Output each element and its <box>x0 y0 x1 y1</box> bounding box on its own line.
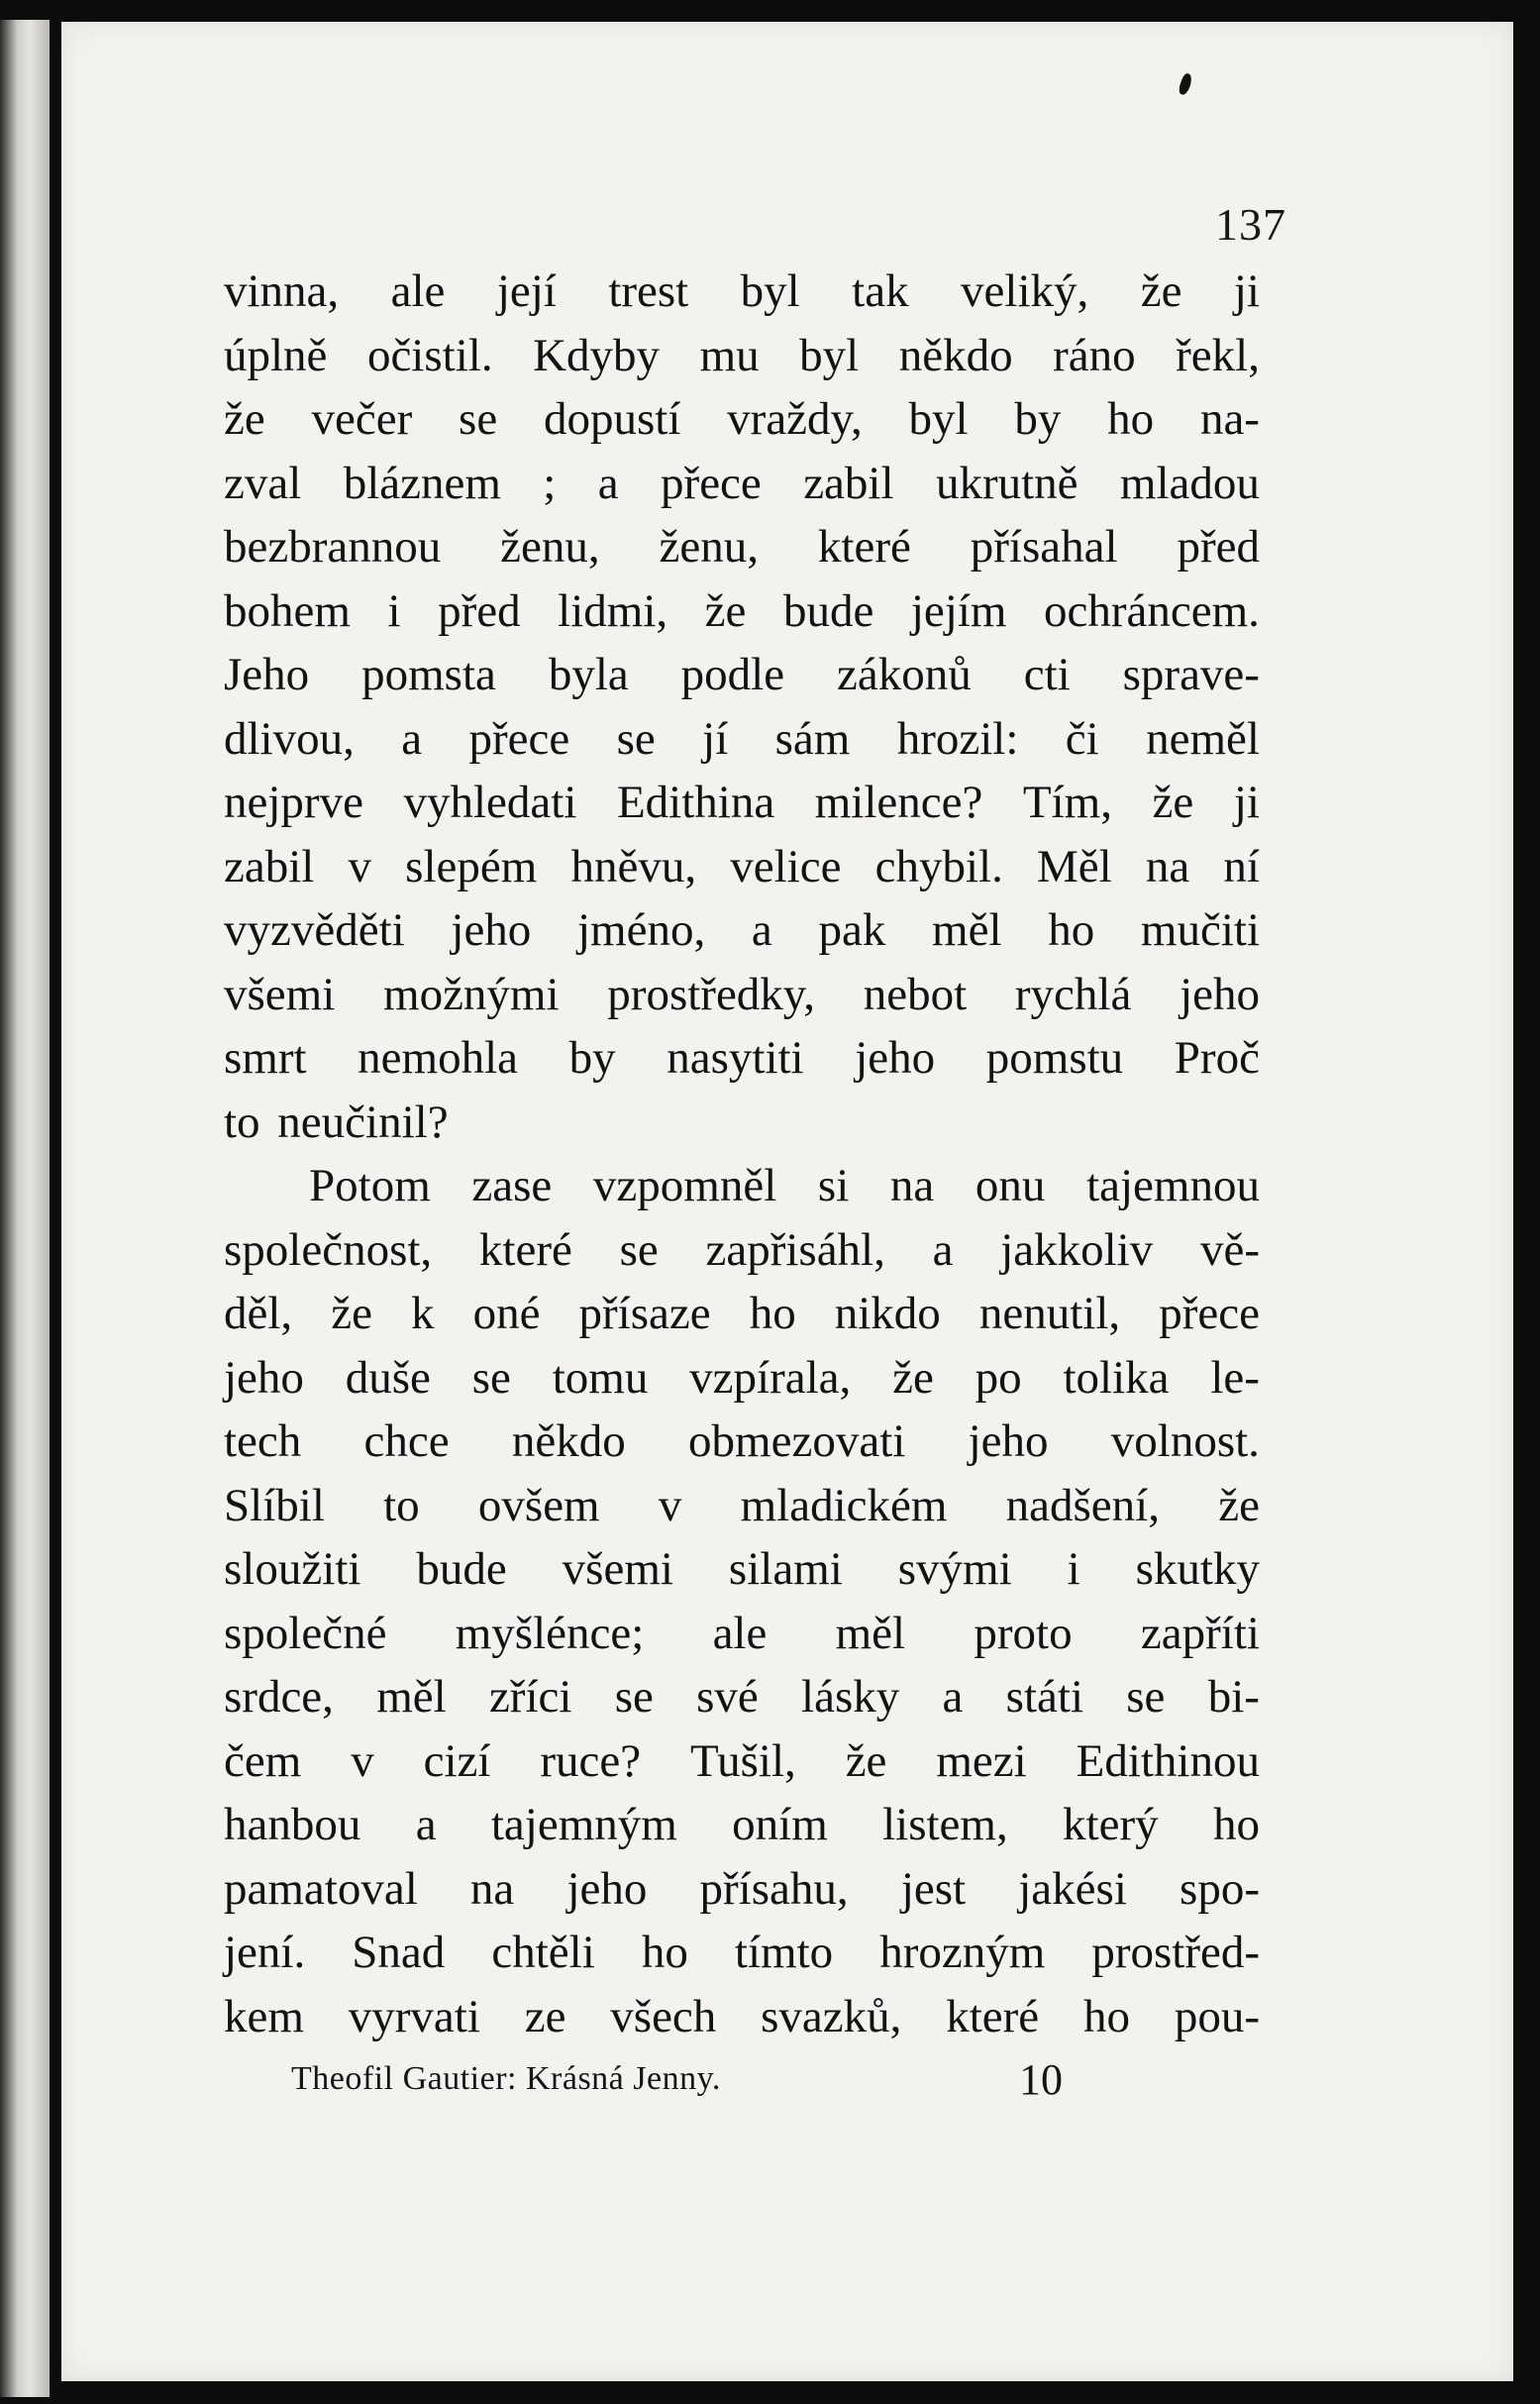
word: jeho <box>968 1415 1049 1467</box>
word: jakkoliv <box>1000 1223 1154 1276</box>
word: hrozil: <box>896 712 1019 765</box>
word: neměl <box>1146 712 1260 765</box>
word: někdo <box>511 1415 626 1467</box>
word: ho <box>1107 393 1155 445</box>
word: někdo <box>898 329 1013 381</box>
word: přece <box>661 457 762 509</box>
word: na- <box>1199 393 1260 445</box>
text-line <box>224 1026 1260 1091</box>
word: jí <box>702 712 729 765</box>
word: ovšem <box>477 1479 600 1531</box>
word: mu <box>699 329 760 381</box>
word: a <box>751 904 772 956</box>
word: že <box>845 1734 887 1787</box>
word: tech <box>224 1415 302 1467</box>
word: který <box>1063 1799 1159 1850</box>
word: úplně <box>224 329 328 381</box>
word: rychlá <box>1014 968 1132 1020</box>
word: zabil <box>803 457 894 509</box>
word: se <box>459 393 498 445</box>
ink-speck <box>1178 72 1194 96</box>
text-line <box>224 579 1260 644</box>
word: měl <box>932 904 1002 956</box>
word: by <box>1014 393 1062 445</box>
word: byl <box>908 393 969 445</box>
word: přísahal <box>970 521 1118 573</box>
word: spo- <box>1180 1862 1260 1915</box>
word: že <box>1218 1479 1260 1531</box>
word: večer <box>311 393 413 445</box>
text-line <box>224 963 1260 1027</box>
word: hrozným <box>879 1927 1046 1978</box>
text-line <box>224 707 1260 772</box>
word: se <box>1126 1671 1166 1723</box>
word: tajemnou <box>1086 1160 1260 1211</box>
word: pou- <box>1174 1990 1260 2042</box>
word: smrt <box>224 1032 307 1084</box>
word: bi- <box>1207 1671 1260 1723</box>
text-line <box>224 1346 1260 1411</box>
signature-title: Theofil Gautier: Krásná Jenny. <box>291 2060 721 2097</box>
word: a <box>401 712 423 765</box>
text-line <box>224 1985 1260 2049</box>
word: že <box>224 393 265 445</box>
word: proto <box>974 1607 1073 1659</box>
word: lidmi, <box>558 584 668 637</box>
text-line <box>224 1665 1260 1729</box>
word: bude <box>416 1543 507 1595</box>
word: po <box>975 1351 1022 1404</box>
text-line-paragraph-end: to neučinil? <box>224 1096 449 1148</box>
word: jeho <box>1180 968 1260 1020</box>
word: že <box>892 1351 934 1404</box>
word: kem <box>224 1990 304 2042</box>
word: tímto <box>734 1927 834 1978</box>
word: byla <box>548 649 629 700</box>
word: jeho <box>224 1351 304 1404</box>
word: cizí <box>423 1734 491 1787</box>
word: byl <box>740 265 800 317</box>
word: nenutil, <box>978 1288 1121 1339</box>
word: nejprve <box>224 777 363 828</box>
word: zapřisáhl, <box>705 1223 885 1276</box>
word: slepém <box>405 840 538 892</box>
word: zákonů <box>837 649 972 700</box>
word: či <box>1065 712 1099 765</box>
word: ho <box>749 1288 796 1339</box>
word: prostřed- <box>1091 1927 1260 1978</box>
word: děl, <box>224 1288 293 1339</box>
printer-signature <box>291 2055 1083 2104</box>
word: v <box>351 1734 374 1787</box>
word: její <box>496 265 557 317</box>
word: vyzvěděti <box>224 904 405 956</box>
word: ji <box>1233 777 1260 828</box>
word: společné <box>224 1607 387 1659</box>
word: ráno <box>1053 329 1136 381</box>
word: ochráncem. <box>1044 584 1260 637</box>
word: bezbrannou <box>224 521 442 573</box>
text-line <box>224 452 1260 516</box>
text-line <box>224 1921 1260 1985</box>
word: chybil. <box>874 840 1003 892</box>
word: nikdo <box>834 1288 941 1339</box>
word: ho <box>641 1927 688 1978</box>
word: před <box>1177 521 1260 573</box>
word: měl <box>376 1671 447 1723</box>
word: že <box>1140 265 1182 317</box>
word: nebot <box>863 968 968 1020</box>
text-line <box>224 1537 1260 1602</box>
word: myšlénce; <box>455 1607 645 1659</box>
word: milence? <box>814 777 983 828</box>
word: které <box>478 1223 572 1276</box>
word: by <box>568 1032 616 1084</box>
word: státi <box>1005 1671 1083 1723</box>
word: jeho <box>855 1032 936 1084</box>
word: onu <box>975 1160 1046 1211</box>
word: svazků, <box>761 1990 902 2042</box>
word: jméno, <box>577 904 706 956</box>
text-line <box>224 1729 1260 1794</box>
word: Tím, <box>1022 777 1112 828</box>
word: bohem <box>224 584 351 637</box>
text-line <box>224 1857 1260 1922</box>
word: Potom <box>309 1160 431 1211</box>
text-line <box>224 643 1260 707</box>
word: nemohla <box>358 1032 519 1084</box>
word: přísahu, <box>699 1862 849 1915</box>
word: zabil <box>224 840 315 892</box>
word: hněvu, <box>570 840 697 892</box>
word: i <box>387 584 401 637</box>
word: Snad <box>352 1927 446 1978</box>
text-line <box>224 1410 1260 1474</box>
word: dopustí <box>543 393 681 445</box>
word: zříci <box>488 1671 572 1723</box>
word: přece <box>468 712 570 765</box>
word: Slíbil <box>224 1479 325 1531</box>
word: ruce? <box>540 1734 642 1787</box>
word: zval <box>224 457 302 509</box>
text-line <box>224 324 1260 388</box>
word: na <box>889 1160 935 1211</box>
word: ho <box>1212 1799 1260 1850</box>
text-line <box>224 898 1260 963</box>
word: všemi <box>562 1543 673 1595</box>
word: vraždy, <box>727 393 863 445</box>
word: ženu, <box>659 521 760 573</box>
word: jeho <box>566 1862 648 1915</box>
word: jení. <box>224 1927 306 1978</box>
word: očistil. <box>366 329 493 381</box>
word: vě- <box>1199 1223 1260 1276</box>
word: čem <box>224 1734 302 1787</box>
word: a <box>942 1671 964 1723</box>
text-line <box>224 260 1260 324</box>
word: Proč <box>1174 1032 1260 1084</box>
word: pomstu <box>985 1032 1124 1084</box>
word: velice <box>730 840 842 892</box>
word: bláznem <box>343 457 501 509</box>
word: nasytiti <box>667 1032 804 1084</box>
word: cti <box>1023 649 1071 700</box>
word: že <box>331 1288 372 1339</box>
word: ale <box>712 1607 768 1659</box>
word: chtěli <box>491 1927 595 1978</box>
word: přece <box>1159 1288 1260 1339</box>
word: tajemným <box>490 1799 677 1850</box>
word: veliký, <box>961 265 1089 317</box>
word: oné <box>472 1288 541 1339</box>
word: listem, <box>882 1799 1008 1850</box>
word: se <box>471 1351 511 1404</box>
text-line <box>224 1474 1260 1538</box>
word: oním <box>732 1799 828 1850</box>
word: možnými <box>383 968 560 1020</box>
word: si <box>817 1160 850 1211</box>
word: všech <box>610 1990 717 2042</box>
word: jest <box>900 1862 967 1915</box>
word: ; <box>543 457 557 509</box>
word: jakési <box>1018 1862 1127 1915</box>
page-number: 137 <box>1215 199 1286 250</box>
word: Tušil, <box>690 1734 796 1787</box>
word: v <box>348 840 371 892</box>
word: sprave- <box>1122 649 1260 700</box>
word: ní <box>1223 840 1260 892</box>
word: ze <box>524 1990 566 2042</box>
word: mučiti <box>1140 904 1260 956</box>
word: řekl, <box>1176 329 1260 381</box>
book-spine <box>0 20 50 2397</box>
word: lásky <box>801 1671 900 1723</box>
word: vzpírala, <box>689 1351 852 1404</box>
word: tak <box>852 265 909 317</box>
word: přísaze <box>578 1288 711 1339</box>
text-line <box>224 387 1260 452</box>
word: srdce, <box>224 1671 334 1723</box>
word: bude <box>782 584 874 637</box>
word: to <box>383 1479 420 1531</box>
signature-sheet-number: 10 <box>1019 2055 1063 2104</box>
word: se <box>619 1223 659 1276</box>
word: na <box>1145 840 1190 892</box>
word: le- <box>1210 1351 1260 1404</box>
word: vinna, <box>224 265 340 317</box>
word: vyrvati <box>348 1990 480 2042</box>
word: vyhledati <box>403 777 577 828</box>
word: ho <box>1048 904 1095 956</box>
text-line-paragraph-start <box>224 1154 1260 1218</box>
word: zase <box>471 1160 553 1211</box>
text-line <box>224 1602 1260 1666</box>
word: které <box>946 1990 1040 2042</box>
word: Měl <box>1036 840 1112 892</box>
word: nadšení, <box>1005 1479 1160 1531</box>
text-line <box>224 1793 1260 1857</box>
word: že <box>1152 777 1194 828</box>
word: své <box>696 1671 759 1723</box>
word: sloužiti <box>224 1543 361 1595</box>
word: i <box>1067 1543 1080 1595</box>
word: skutky <box>1135 1543 1260 1595</box>
word: obmezovati <box>688 1415 906 1467</box>
word: ji <box>1233 265 1260 317</box>
word: pamatoval <box>224 1862 418 1915</box>
word: se <box>616 712 656 765</box>
word: mladickém <box>740 1479 948 1531</box>
word: hanbou <box>224 1799 361 1850</box>
word: Kdyby <box>533 329 661 381</box>
word: trest <box>608 265 689 317</box>
word: na <box>469 1862 515 1915</box>
word: chce <box>363 1415 450 1467</box>
word: Edithinou <box>1076 1734 1260 1787</box>
word: Jeho <box>224 649 310 700</box>
word: v <box>658 1479 682 1531</box>
word: měl <box>835 1607 906 1659</box>
word: jejím <box>910 584 1007 637</box>
word: všemi <box>224 968 336 1020</box>
word: vzpomněl <box>592 1160 777 1211</box>
word: ženu, <box>500 521 600 573</box>
word: tomu <box>552 1351 649 1404</box>
word: jeho <box>451 904 532 956</box>
word: společnost, <box>224 1223 433 1276</box>
word: silami <box>728 1543 843 1595</box>
word: že <box>704 584 747 637</box>
word: ukrutně <box>935 457 1078 509</box>
word: ale <box>390 265 446 317</box>
body-text <box>224 260 1260 2048</box>
word: dlivou, <box>224 712 355 765</box>
word: a <box>415 1799 437 1850</box>
text-line <box>224 1282 1260 1346</box>
word: ho <box>1082 1990 1130 2042</box>
word: mezi <box>936 1734 1027 1787</box>
word: svými <box>897 1543 1012 1595</box>
word: prostředky, <box>607 968 816 1020</box>
word: pomsta <box>361 649 496 700</box>
text-line <box>224 515 1260 579</box>
word: mladou <box>1119 457 1260 509</box>
text-line <box>224 1218 1260 1283</box>
word: k <box>411 1288 435 1339</box>
text-line <box>224 771 1260 835</box>
word: a <box>597 457 619 509</box>
word: před <box>438 584 521 637</box>
word: pak <box>818 904 886 956</box>
word: sám <box>774 712 851 765</box>
word: a <box>932 1223 954 1276</box>
word: tolika <box>1063 1351 1170 1404</box>
word: duše <box>345 1351 431 1404</box>
text-line <box>224 835 1260 899</box>
word: které <box>817 521 911 573</box>
word: volnost. <box>1110 1415 1260 1467</box>
word: podle <box>680 649 785 700</box>
word: se <box>614 1671 654 1723</box>
word: byl <box>799 329 860 381</box>
word: Edithina <box>616 777 775 828</box>
word: zapříti <box>1140 1607 1260 1659</box>
